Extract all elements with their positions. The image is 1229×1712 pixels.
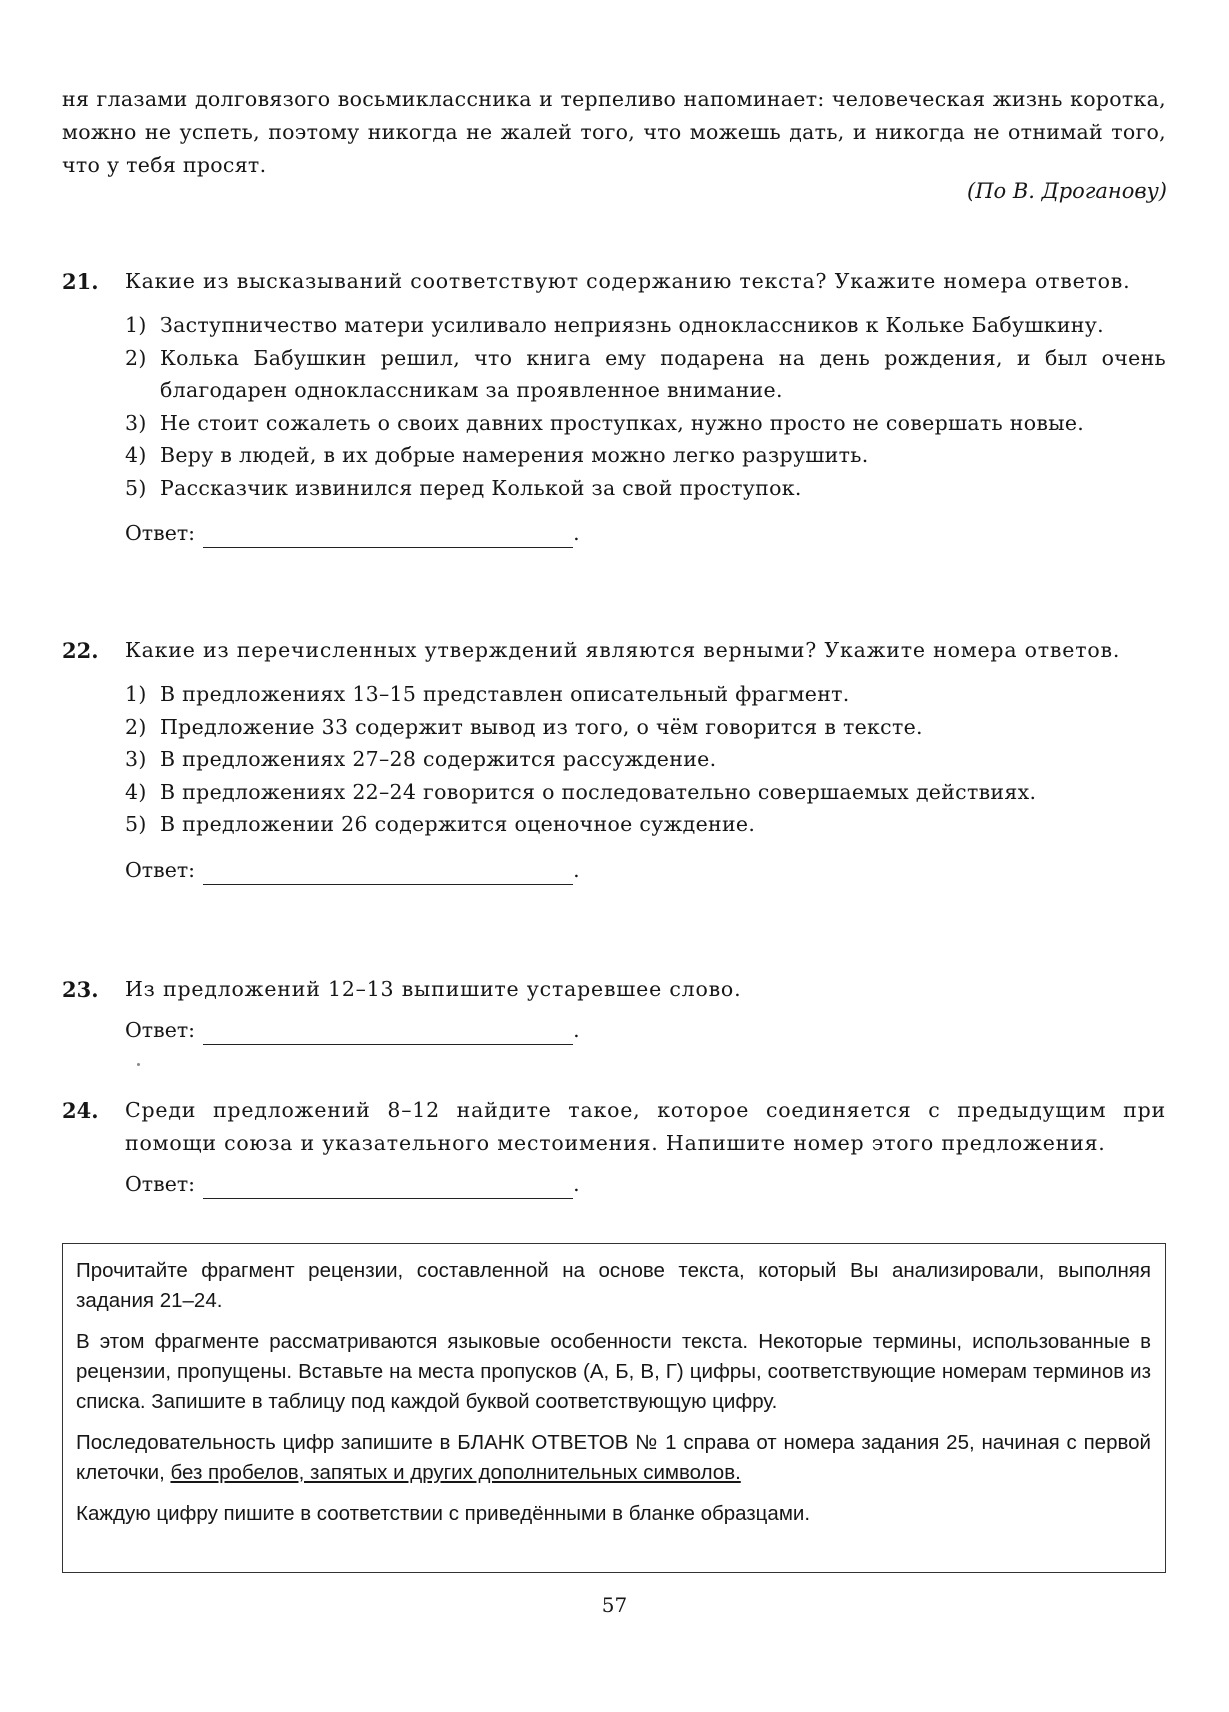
option-number: 2) [125,345,147,370]
task-question: Среди предложений 8–12 найдите такое, которое соединяется с предыдущим при помощи союза и указательного местоимения. Напишите номер этого предложения. [125,1098,1166,1155]
answer-row: Ответ: . [125,855,1166,885]
intro-paragraph: ня глазами долговязого восьмиклассника и терпеливо напоминает: человеческая жизнь коротка, можно не успеть, поэтому никогда не жалей того, что можешь дать, и никогда не отнимай того, что у тебя просят. [62,87,1166,177]
option-number: 4) [125,779,147,804]
answer-row: Ответ: . [125,1015,1166,1045]
option-text: Рассказчик извинился перед Колькой за свой проступок. [160,475,802,500]
instruction-underlined-text: без пробелов, запятых и других дополнительных символов. [170,1461,741,1484]
option-item [125,743,1166,776]
instruction-box [62,1243,1166,1573]
answer-label: Ответ: [125,1018,196,1042]
option-text: Заступничество матери усиливало неприязнь одноклассников к Кольке Бабушкину. [160,313,1104,337]
task-24 [62,1094,1166,1199]
option-item [125,711,1166,744]
instruction-paragraph: Каждую цифру пишите в соответствии с приведёнными в бланке образцами. [76,1502,811,1525]
task-number: 21. [62,269,99,294]
option-text: Веру в людей, в их добрые намерения можно легко разрушить. [160,443,869,467]
option-number: 5) [125,475,147,500]
option-item [125,776,1166,809]
option-item [125,472,1166,505]
answer-field[interactable] [203,1176,573,1199]
answer-row: Ответ: . [125,1169,1166,1199]
option-text: В предложениях 22–24 говорится о последовательно совершаемых действиях. [160,779,1037,804]
instruction-paragraph: Прочитайте фрагмент рецензии, составленной на основе текста, который Вы анализировали, выполняя задания 21–24. [76,1259,1151,1312]
task-number: 24. [62,1098,99,1123]
answer-label: Ответ: [125,521,196,545]
task-21 [62,265,1166,548]
task-number: 23. [62,977,99,1002]
scan-speck [137,1063,140,1066]
answer-field[interactable] [203,525,573,548]
option-number: 1) [125,313,147,337]
answer-field[interactable] [203,1022,573,1045]
instruction-paragraph [76,1428,1151,1488]
task-number: 22. [62,638,99,663]
option-item [125,407,1166,440]
option-item [125,678,1166,711]
option-item [125,808,1166,841]
option-item [125,309,1166,342]
task-23 [62,973,1166,1045]
page-number: 57 [601,1593,628,1617]
answer-label: Ответ: [125,857,196,882]
option-text: В предложении 26 содержится оценочное суждение. [160,812,756,836]
instruction-paragraph: В этом фрагменте рассматриваются языковые особенности текста. Некоторые термины, использованные в рецензии, пропущены. Вставьте на места пропусков (А, Б, В, Г) цифры, соответствующие номерам терминов из списка. Запишите в таблицу под каждой буквой соответствующую цифру. [76,1330,1151,1413]
options-list [125,678,1166,841]
option-text: В предложениях 27–28 содержится рассуждение. [160,747,717,771]
instruction-text: Последовательность цифр запишите в БЛАНК ОТВЕТОВ № 1 справа от номера задания 25, начиная с первой клеточки, [76,1431,1151,1484]
option-text: В предложениях 13–15 представлен описательный фрагмент. [160,682,850,706]
task-22 [62,634,1166,885]
option-text: Предложение 33 содержит вывод из того, о чём говорится в тексте. [160,714,923,739]
option-number: 3) [125,410,147,435]
task-question: Какие из перечисленных утверждений являются верными? Укажите номера ответов. [125,638,1121,662]
option-text: Колька Бабушкин решил, что книга ему подарена на день рождения, и был очень благодарен одноклассникам за проявленное внимание. [160,345,1166,402]
option-number: 4) [125,443,147,467]
option-item [125,342,1166,407]
option-number: 1) [125,682,147,706]
answer-field[interactable] [203,862,573,885]
text-source: (По В. Дроганову) [967,179,1167,203]
option-number: 3) [125,747,147,771]
option-number: 5) [125,812,147,836]
option-item [125,439,1166,472]
task-question: Какие из высказываний соответствуют содержанию текста? Укажите номера ответов. [125,269,1131,293]
task-question: Из предложений 12–13 выпишите устаревшее слово. [125,977,742,1001]
option-text: Не стоит сожалеть о своих давних проступках, нужно просто не совершать новые. [160,410,1085,435]
answer-label: Ответ: [125,1172,196,1196]
answer-row: Ответ: . [125,518,1166,548]
option-number: 2) [125,714,147,739]
options-list [125,309,1166,504]
